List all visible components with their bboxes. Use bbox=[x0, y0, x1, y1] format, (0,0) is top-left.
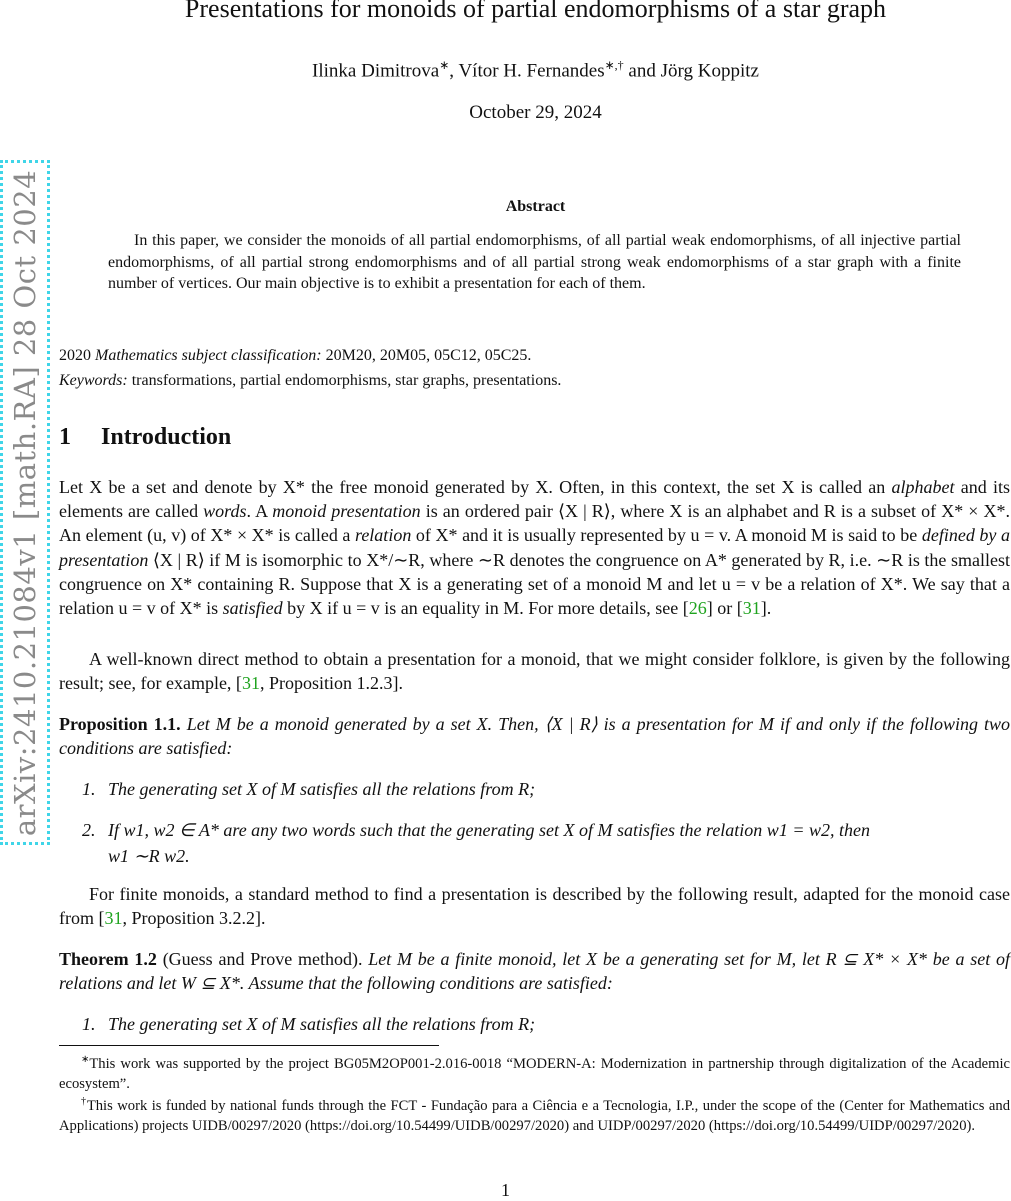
keywords-line bbox=[59, 372, 959, 390]
proposition-statement bbox=[59, 712, 1010, 760]
theorem-text: Let M be a finite monoid, let X be a generating set for M, let R ⊆ X* × X* be a set of relations and let W ⊆ X*. Assume that the following conditions are satisfied: bbox=[59, 949, 1010, 994]
footnote-1 bbox=[59, 1050, 1010, 1094]
intro-paragraph-1 bbox=[59, 475, 1010, 620]
proposition-item-2 bbox=[82, 817, 1010, 869]
author-line bbox=[60, 58, 1011, 82]
footnote-text: This work was supported by the project BG05M2OP001-2.016-0018 “MODERN-A: Modernization in partnership through digitalization of the Academic ecosystem”. bbox=[59, 1055, 1010, 1092]
footnote-mark: ∗ bbox=[81, 1054, 90, 1065]
author-name: Ilinka Dimitrova bbox=[312, 60, 440, 82]
text-run: ] or [ bbox=[706, 598, 743, 619]
item-number: 2. bbox=[82, 820, 96, 840]
theorem-item-1 bbox=[82, 1011, 1010, 1037]
msc-label: Mathematics subject classification: bbox=[95, 347, 322, 364]
theorem-name: (Guess and Prove method). bbox=[156, 949, 363, 969]
item-text: If w1, w2 ∈ A* are any two words such that the generating set X of M satisfies the relation w1 = w2, then bbox=[108, 820, 870, 840]
section-heading bbox=[59, 424, 231, 451]
item-text: The generating set X of M satisfies all the relations from R; bbox=[108, 1014, 536, 1034]
theorem-statement bbox=[59, 947, 1010, 995]
author-name: Jörg Koppitz bbox=[660, 60, 759, 82]
msc-prefix: 2020 bbox=[59, 347, 95, 364]
term-defined-by-presentation: defined by a presentation bbox=[59, 525, 1010, 570]
footnote-2 bbox=[59, 1092, 1010, 1136]
citation-link[interactable]: 31 bbox=[104, 908, 123, 929]
item-text-continued: w1 ∼R w2. bbox=[108, 846, 190, 866]
abstract-heading: Abstract bbox=[505, 198, 566, 215]
citation-link[interactable]: 31 bbox=[241, 673, 260, 694]
text-run: and its elements are called bbox=[59, 477, 1010, 522]
footnote-mark: † bbox=[81, 1096, 87, 1107]
text-run: ]. bbox=[760, 598, 772, 619]
paper-title: Presentations for monoids of partial endomorphisms of a star graph bbox=[184, 0, 887, 23]
term-satisfied: satisfied bbox=[222, 598, 283, 619]
term-monoid-presentation: monoid presentation bbox=[272, 501, 421, 522]
term-alphabet: alphabet bbox=[891, 477, 955, 497]
arxiv-stamp-text: arXiv:2410.21084v1 [math.RA] 28 Oct 2024 bbox=[8, 169, 42, 836]
section-title: Introduction bbox=[101, 424, 232, 450]
text-run: is an ordered pair ⟨X | R⟩, where X is an alphabet and R is a subset of X* × X*. An element (u, v) of X* × X* is called a bbox=[59, 501, 1011, 546]
term-words: words bbox=[203, 501, 247, 522]
page-number: 1 bbox=[501, 1180, 510, 1200]
text-run: Let X be a set and denote by X* the free monoid generated by X. Often, in this context, the set X is called an bbox=[59, 477, 892, 497]
text-run: , Proposition 3.2.2]. bbox=[122, 908, 266, 929]
text-run: A well-known direct method to obtain a presentation for a monoid, that we might consider folklore, is given by the following result; see, for example, [ bbox=[59, 649, 1010, 694]
text-run: . A bbox=[246, 501, 273, 522]
citation-link[interactable]: 31 bbox=[742, 598, 761, 619]
item-text: The generating set X of M satisfies all the relations from R; bbox=[108, 779, 536, 799]
section-number: 1 bbox=[59, 424, 71, 450]
text-run: ⟨X | R⟩ if M is isomorphic to X*/∼R, where ∼R denotes the congruence on A* generated by R, i.e. ∼R is the smallest congruence on X* containing R. Suppose that X is a generating set of a monoid M and let u = v be a relation of X*. We say that a relation u = v of X* is bbox=[59, 549, 1010, 619]
msc-value: 20M20, 20M05, 05C12, 05C25. bbox=[321, 347, 532, 364]
arxiv-stamp bbox=[0, 160, 50, 845]
footnote-mark: ∗ bbox=[439, 58, 450, 72]
paper-date: October 29, 2024 bbox=[469, 102, 602, 123]
text-run: For finite monoids, a standard method to find a presentation is described by the following result, adapted for the monoid case from [ bbox=[59, 884, 1010, 929]
footnote-text: This work is funded by national funds through the FCT - Fundação para a Ciência e a Tecnologia, I.P., under the scope of the (Center for Mathematics and Applications) projects UIDB/00297/2020 (https://doi.org/10.54499/UIDB/00297/2020) and UIDP/00297/2020 (https://doi.org/10.54499/UIDP/00297/2020). bbox=[59, 1097, 1010, 1134]
abstract-body: In this paper, we consider the monoids of all partial endomorphisms, of all partial weak endomorphisms, of all injective partial endomorphisms, of all partial strong endomorphisms and of all partial strong weak endomorphisms of a star graph with a finite number of vertices. Our main objective is to exhibit a presentation for each of them. bbox=[108, 232, 961, 292]
term-relation: relation bbox=[354, 525, 412, 546]
author-separator: , bbox=[449, 60, 459, 82]
proposition-text: Let M be a monoid generated by a set X. Then, ⟨X | R⟩ is a presentation for M if and only if the following two conditions are satisfied: bbox=[59, 714, 1010, 759]
author-name: Vítor H. Fernandes bbox=[458, 60, 605, 82]
author-separator: and bbox=[623, 60, 661, 82]
theorem-label: Theorem 1.2 bbox=[59, 949, 157, 969]
intro-paragraph-2 bbox=[59, 647, 1010, 695]
citation-link[interactable]: 26 bbox=[688, 598, 707, 619]
item-number: 1. bbox=[82, 1014, 96, 1034]
proposition-item-1 bbox=[82, 776, 1010, 802]
proposition-label: Proposition 1.1. bbox=[59, 714, 181, 734]
keywords-value: transformations, partial endomorphisms, star graphs, presentations. bbox=[127, 372, 562, 389]
footnote-mark: ∗,† bbox=[604, 58, 624, 72]
item-number: 1. bbox=[82, 779, 96, 799]
footnote-rule bbox=[59, 1045, 439, 1046]
text-run: by X if u = v is an equality in M. For more details, see [ bbox=[282, 598, 689, 619]
intro-paragraph-3 bbox=[59, 882, 1010, 930]
text-run: , Proposition 1.2.3]. bbox=[259, 673, 403, 694]
msc-line bbox=[59, 347, 959, 365]
text-run: of X* and it is usually represented by u = v. A monoid M is said to be bbox=[411, 525, 922, 546]
keywords-label: Keywords: bbox=[59, 372, 128, 389]
